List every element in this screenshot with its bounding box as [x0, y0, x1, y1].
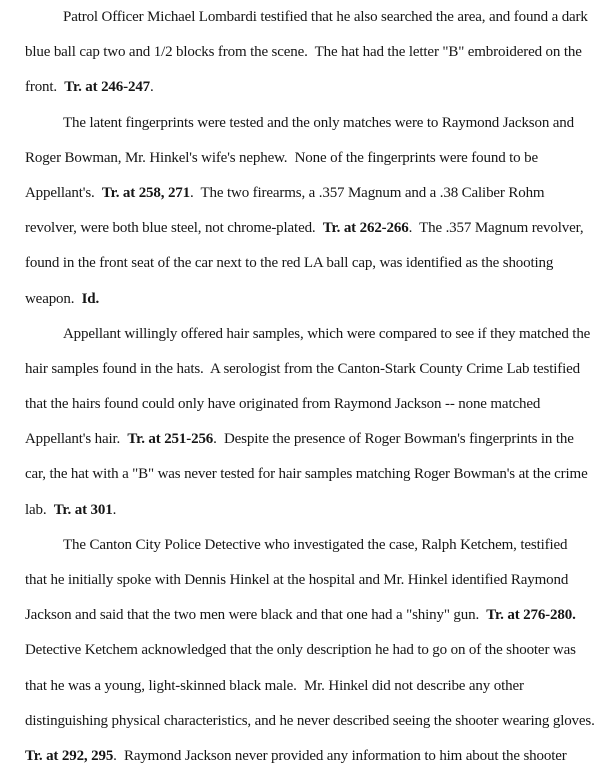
body-text-run: front. [25, 79, 65, 96]
text-line [25, 422, 609, 457]
body-text-run: Patrol Officer Michael Lombardi testified that he also searched the area, and found a dark [63, 9, 588, 25]
body-text-run: Appellant's. [25, 184, 102, 201]
text-line [25, 704, 609, 739]
transcript-citation: Tr. at 262-266 [322, 220, 409, 237]
transcript-citation: Id. [81, 290, 100, 307]
text-line [25, 211, 609, 246]
body-text-run: blue ball cap two and 1/2 blocks from the scene. The hat had the letter "B" embroidered on the [25, 44, 582, 61]
body-text-run: . [150, 79, 154, 96]
transcript-citation: Tr. at 251-256 [127, 431, 214, 448]
text-line [25, 493, 609, 528]
text-line [25, 563, 609, 598]
body-text-run: Appellant's hair. [25, 431, 128, 448]
body-text-run: found in the front seat of the car next to the red LA ball cap, was identified as the shooting [25, 255, 554, 272]
transcript-citation: Tr. at 276-280. [486, 607, 576, 624]
text-line [25, 457, 609, 492]
text-line [25, 739, 609, 774]
transcript-citation: Tr. at 292, 295 [25, 747, 114, 764]
body-text-run: The latent fingerprints were tested and the only matches were to Raymond Jackson and [63, 114, 574, 131]
body-text-run: revolver, were both blue steel, not chrome-plated. [25, 220, 323, 237]
body-text-run: distinguishing physical characteristics, and he never described seeing the shooter wearing gloves. [25, 712, 595, 729]
text-line [25, 352, 609, 387]
body-text-run: Roger Bowman, Mr. Hinkel's wife's nephew. None of the fingerprints were found to be [25, 149, 538, 166]
transcript-citation: Tr. at 301 [53, 501, 113, 518]
body-text-run: . Despite the presence of Roger Bowman's fingerprints in the [213, 431, 574, 448]
body-text-run: Jackson and said that the two men were black and that one had a "shiny" gun. [25, 607, 487, 624]
document-text-block [25, 0, 609, 774]
body-text-run: The Canton City Police Detective who investigated the case, Ralph Ketchem, testified [63, 536, 568, 553]
transcript-citation: Tr. at 258, 271 [101, 184, 191, 201]
text-line [25, 35, 609, 70]
paragraph-first-line [25, 0, 609, 35]
body-text-run: hair samples found in the hats. A serologist from the Canton-Stark County Crime Lab testified [25, 360, 580, 377]
text-line [25, 176, 609, 211]
transcript-citation: Tr. at 246-247 [64, 79, 151, 96]
text-line [25, 141, 609, 176]
body-text-run: lab. [25, 501, 54, 518]
body-text-run: Appellant willingly offered hair samples, which were compared to see if they matched the [63, 325, 591, 342]
body-text-run: . [112, 501, 117, 518]
body-text-run: Detective Ketchem acknowledged that the only description he had to go on of the shooter was [25, 642, 576, 659]
body-text-run: that he was a young, light-skinned black male. Mr. Hinkel did not describe any other [25, 677, 524, 694]
text-line [25, 387, 609, 422]
text-line [25, 598, 609, 633]
text-line [25, 70, 609, 105]
body-text-run: . Raymond Jackson never provided any information to him about the shooter [113, 747, 567, 764]
body-text-run: that the hairs found could only have originated from Raymond Jackson -- none matched [25, 396, 541, 413]
paragraph-first-line [25, 317, 609, 352]
body-text-run: weapon. [25, 290, 82, 307]
paragraph-first-line [25, 528, 609, 563]
body-text-run: . The two firearms, a .357 Magnum and a .38 Caliber Rohm [190, 184, 545, 201]
body-text-run: that he initially spoke with Dennis Hinkel at the hospital and Mr. Hinkel identified Raymond [25, 572, 569, 588]
body-text-run: . The .357 Magnum revolver, [408, 220, 584, 237]
text-line [25, 633, 609, 668]
text-line [25, 282, 609, 317]
text-line [25, 669, 609, 704]
body-text-run: car, the hat with a "B" was never tested for hair samples matching Roger Bowman's at the crime [25, 466, 588, 483]
paragraph-first-line [25, 106, 609, 141]
text-line [25, 246, 609, 281]
